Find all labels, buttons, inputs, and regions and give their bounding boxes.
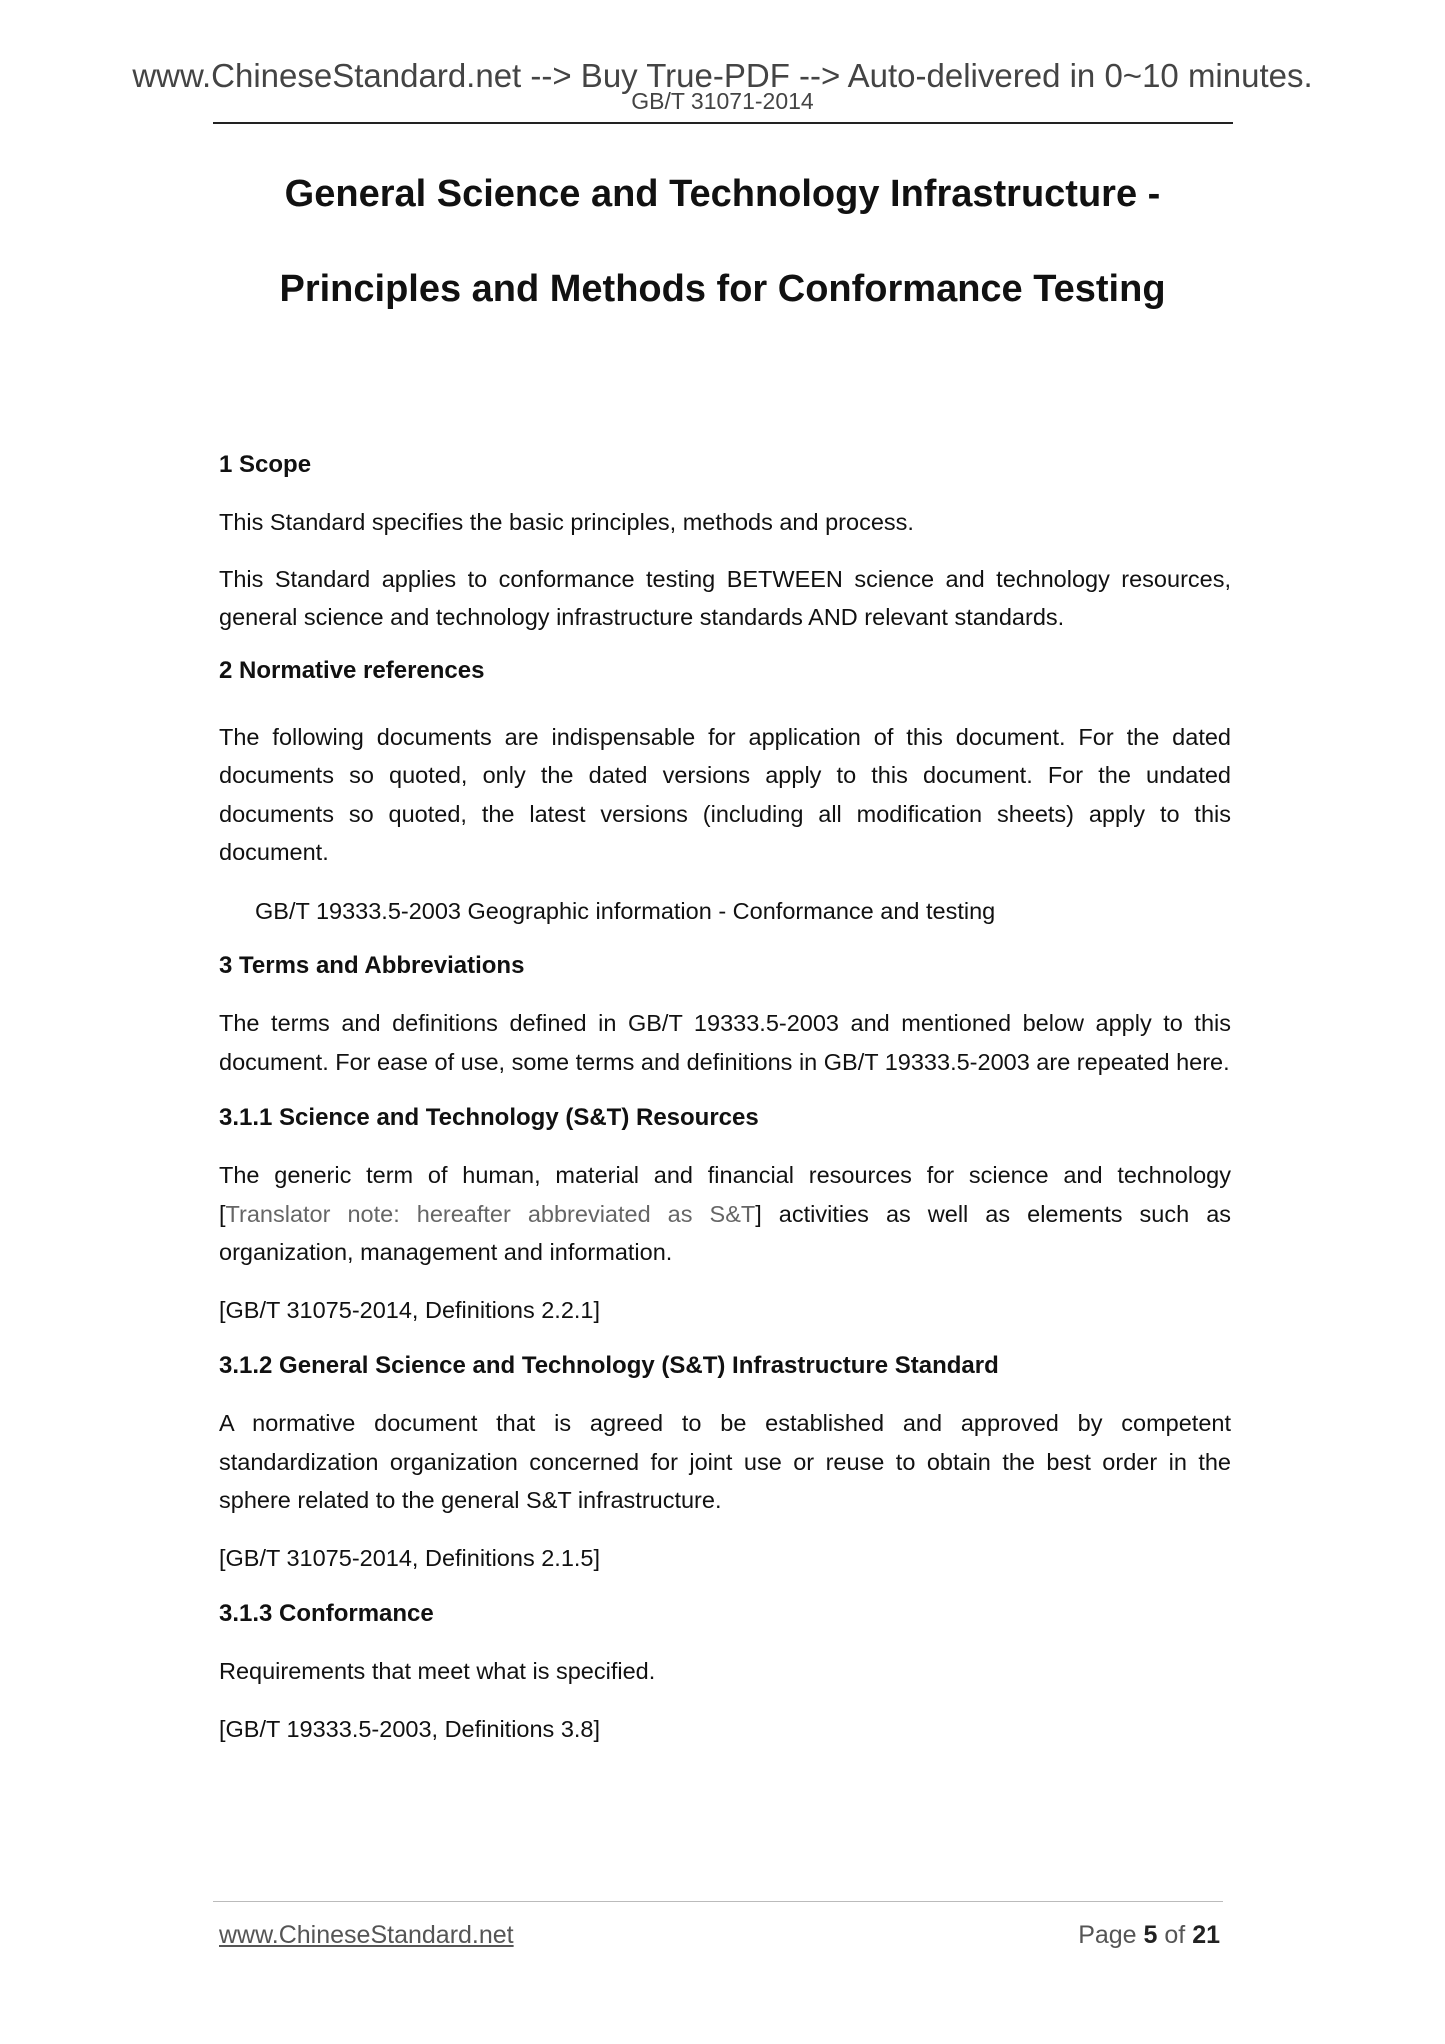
terms-paragraph: The terms and definitions defined in GB/T 19333.5-2003 and mentioned below apply to this document. For ease of use, some terms and definitions in GB/T 19333.5-2003 are repeated here. (219, 1010, 1231, 1075)
page-number (1078, 1920, 1220, 1950)
term-definition-infrastructure-standard: A normative document that is agreed to be established and approved by competent standardization organization concerned for joint use or reuse to obtain the best order in the sphere related to the general S&T infrastructure. (219, 1410, 1231, 1513)
site-banner: www.ChineseStandard.net --> Buy True-PDF --> Auto-delivered in 0~10 minutes. (132, 57, 1313, 94)
normative-paragraph: The following documents are indispensable for application of this document. For the dated documents so quoted, only the dated versions apply to this document. For the undated documents so quoted, the latest versions (including all modification sheets) apply to this document. (219, 723, 1231, 865)
footer-divider (213, 1901, 1223, 1902)
scope-paragraph-2: This Standard applies to conformance testing BETWEEN science and technology resources, general science and technology infrastructure standards AND relevant standards. (219, 565, 1231, 630)
term-heading-infrastructure-standard: 3.1.2 General Science and Technology (S&T) Infrastructure Standard (219, 1352, 999, 1379)
document-title-line-1: General Science and Technology Infrastructure - (284, 173, 1161, 215)
term-heading-st-resources: 3.1.1 Science and Technology (S&T) Resources (219, 1104, 759, 1131)
current-page: 5 (1143, 1921, 1158, 1949)
definition-text-end: ] activities as well as elements such as organization, management and information. (219, 1200, 1232, 1265)
standard-code: GB/T 31071-2014 (631, 88, 814, 114)
page-mid: of (1157, 1921, 1193, 1949)
term-definition-st-resources (219, 1156, 1231, 1272)
footer-website-link[interactable]: www.ChineseStandard.net (219, 1921, 514, 1949)
document-body (219, 446, 1231, 1748)
term-source-infrastructure-standard: [GB/T 31075-2014, Definitions 2.1.5] (219, 1544, 601, 1571)
section-heading-normative-references: 2 Normative references (219, 656, 485, 684)
definition-text-start: The generic term of human, material and financial resources for science and technology [ (219, 1162, 1231, 1227)
section-heading-scope: 1 Scope (219, 451, 312, 478)
section-heading-terms: 3 Terms and Abbreviations (219, 952, 525, 979)
translator-note: Translator note: hereafter abbreviated as S&T (225, 1200, 756, 1227)
term-heading-conformance: 3.1.3 Conformance (219, 1600, 434, 1627)
document-title-line-2: Principles and Methods for Conformance Testing (279, 268, 1166, 310)
term-source-conformance: [GB/T 19333.5-2003, Definitions 3.8] (219, 1715, 601, 1742)
term-definition-conformance: Requirements that meet what is specified. (219, 1658, 656, 1684)
total-pages: 21 (1192, 1921, 1220, 1949)
scope-paragraph-1: This Standard specifies the basic principles, methods and process. (219, 509, 914, 535)
page-prefix: Page (1078, 1921, 1144, 1949)
term-source-st-resources: [GB/T 31075-2014, Definitions 2.2.1] (219, 1296, 601, 1323)
normative-reference-item: GB/T 19333.5-2003 Geographic information - Conformance and testing (255, 897, 996, 924)
header-divider (213, 122, 1233, 124)
